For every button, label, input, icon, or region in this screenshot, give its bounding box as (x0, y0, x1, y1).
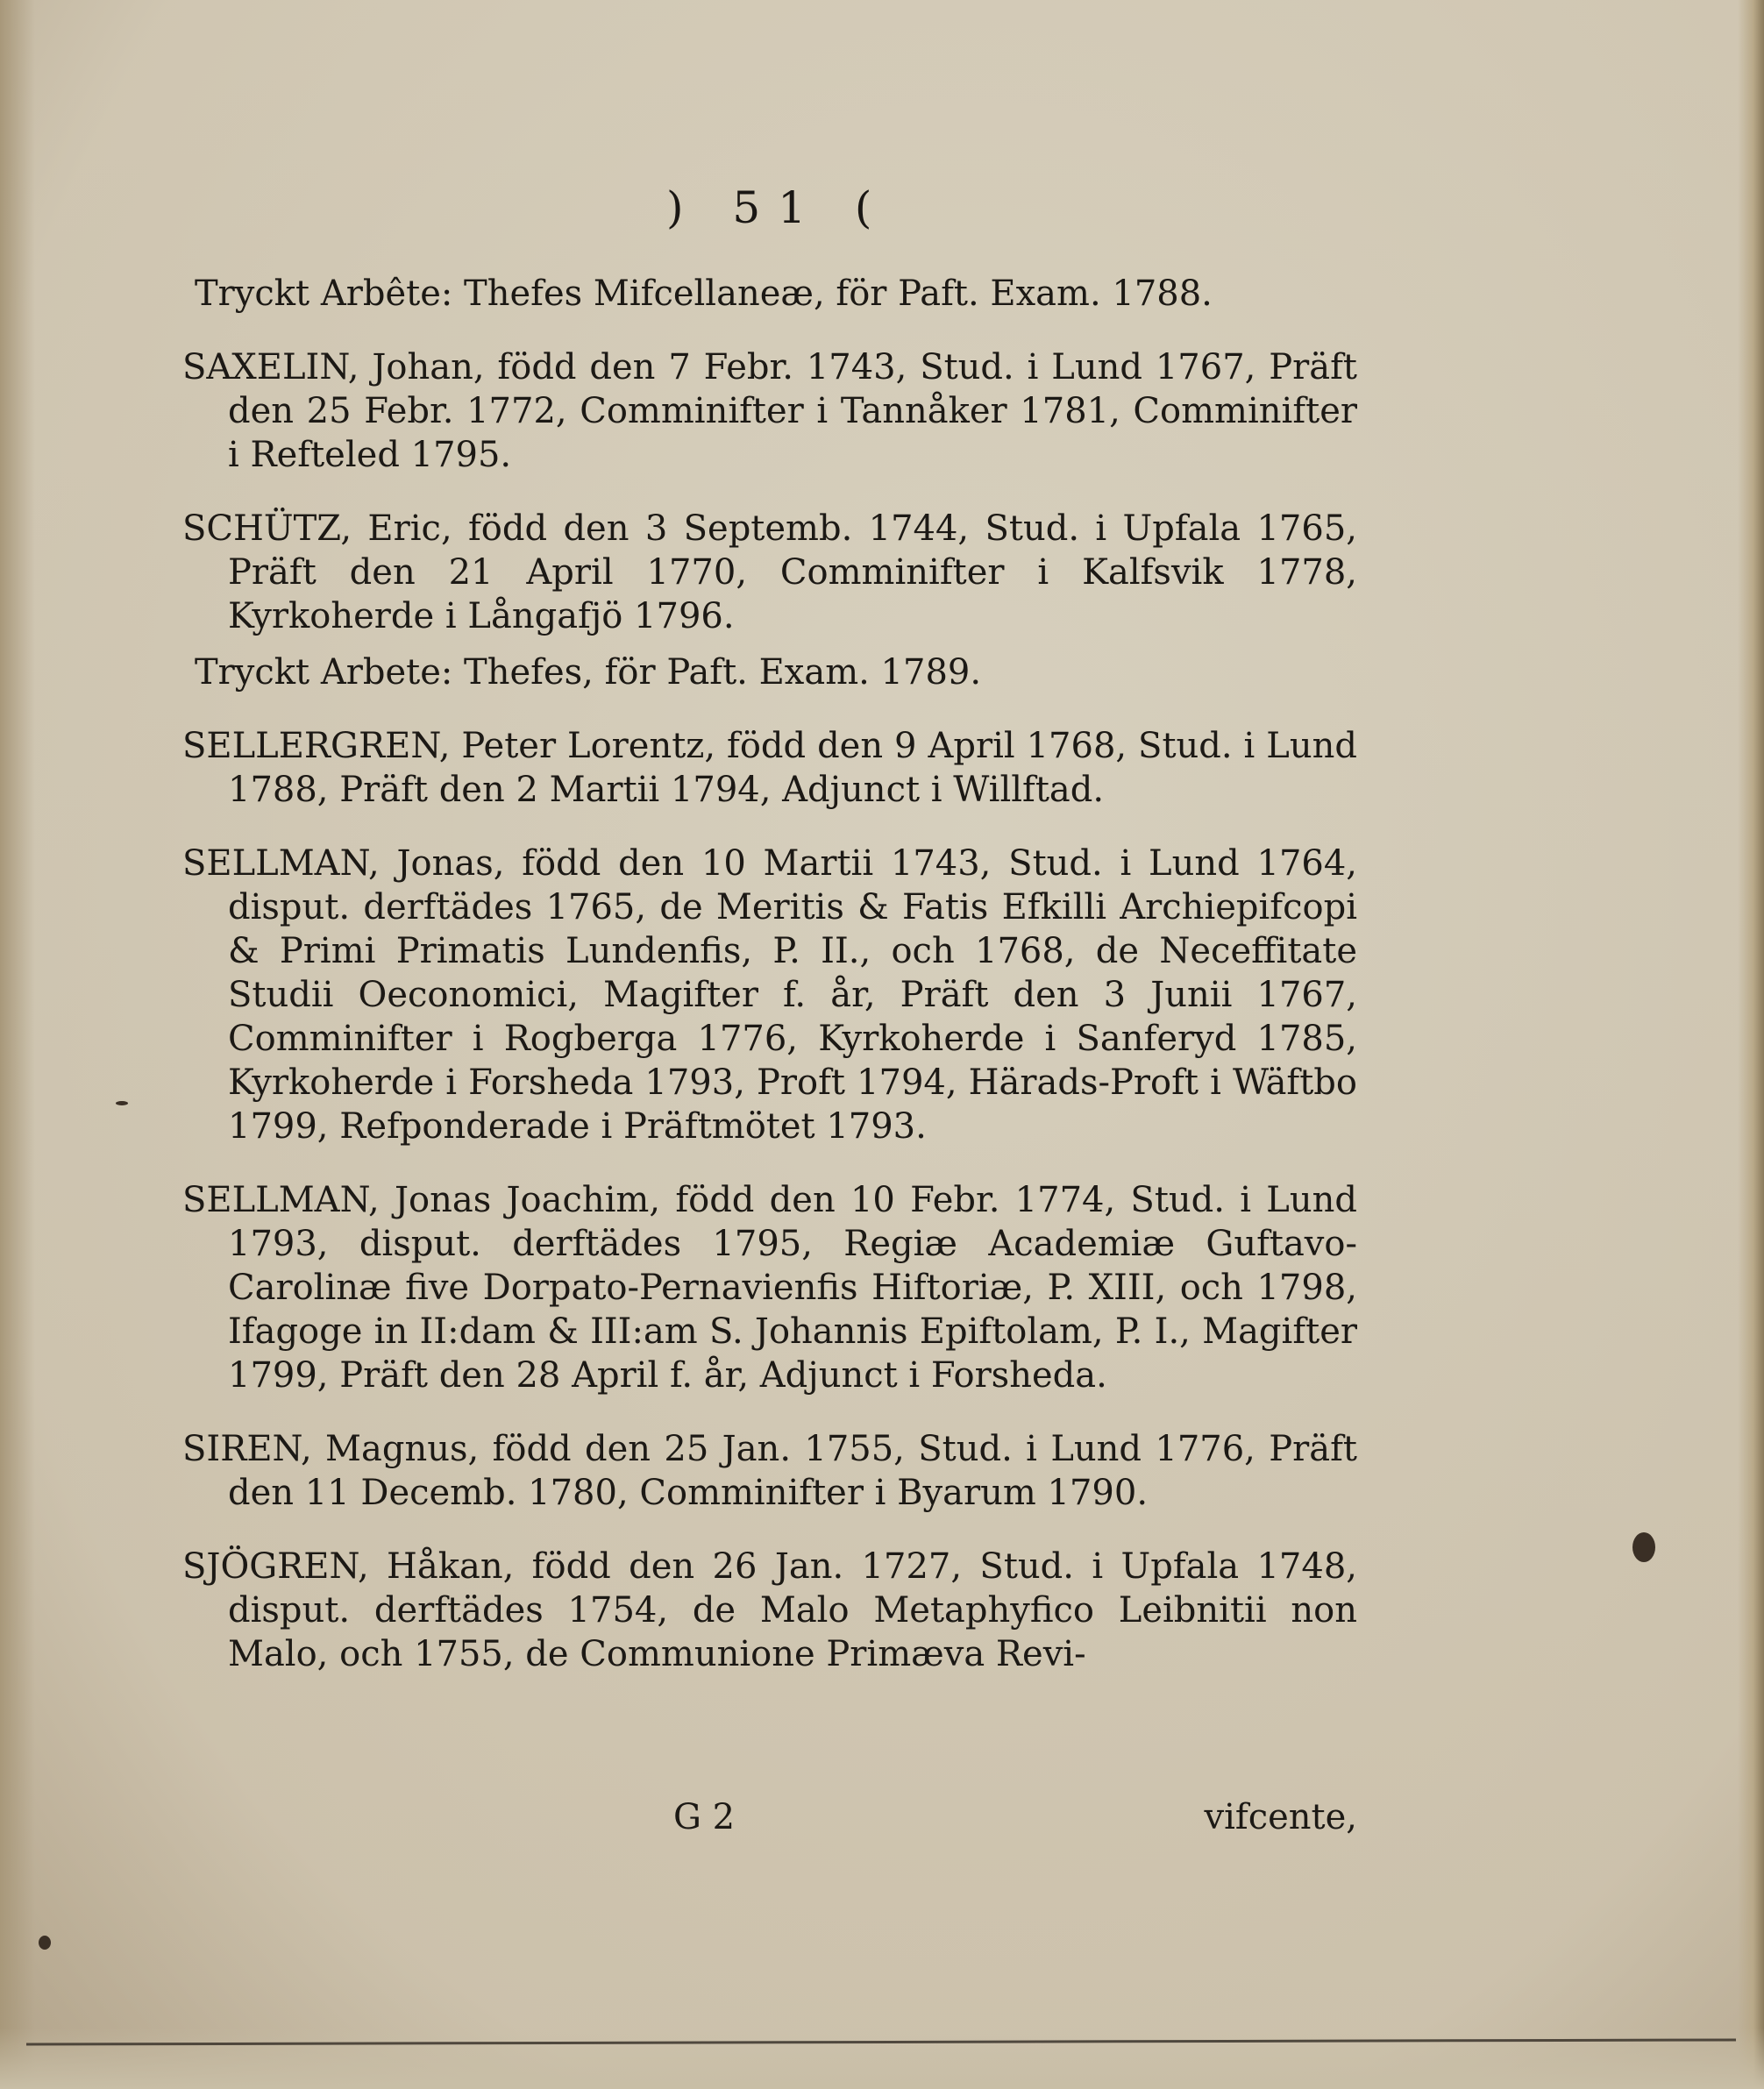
foxing-spot (1632, 1532, 1655, 1562)
entry-text: SELLERGREN, Peter Lorentz, född den 9 April 1768, Stud. i Lund 1788, Präft den 2 Martii 1794, Adjunct i Willftad. (182, 726, 1357, 810)
biography-entry-schutz (182, 507, 1357, 638)
biography-entry-siren (182, 1427, 1357, 1515)
printed-work-entry (182, 272, 1357, 316)
page-body (182, 272, 1357, 1706)
entry-text: SJÖGREN, Håkan, född den 26 Jan. 1727, Stud. i Upfala 1748, disput. derftädes 1754, de Malo Metaphyfico Leibnitii non Malo, och 1755, de Communione Primæva Revi- (182, 1546, 1357, 1674)
entry-text: Tryckt Arbête: Thefes Mifcellaneæ, för Paft. Exam. 1788. (195, 274, 1213, 314)
page-header: ) 51 ( (666, 182, 890, 233)
biography-entry-sellman-jonas-joachim (182, 1178, 1357, 1397)
catchword: vifcente, (1204, 1797, 1357, 1837)
biography-entry-sellergren (182, 724, 1357, 812)
page-edge-shadow-right (1738, 0, 1764, 2089)
signature-mark: G 2 (673, 1797, 736, 1837)
entry-text: SELLMAN, Jonas, född den 10 Martii 1743, Stud. i Lund 1764, disput. derftädes 1765, de Meritis & Fatis Efkilli Archiepifcopi & Primi Primatis Lundenfis, P. II., och 1768, de Neceffitate Studii Oeconomici, Magifter f. år, Präft den 3 Junii 1767, Comminifter i Rogberga 1776, Kyrkoherde i Sanferyd 1785, Kyrkoherde i Forsheda 1793, Proft 1794, Härads-Proft i Wäftbo 1799, Refponderade i Präftmötet 1793. (182, 843, 1357, 1147)
entry-text: SELLMAN, Jonas Joachim, född den 10 Febr. 1774, Stud. i Lund 1793, disput. derftädes 1795, Regiæ Academiæ Guftavo-Carolinæ five Dorpato-Pernavienfis Hiftoriæ, P. XIII, och 1798, Ifagoge in II:dam & III:am S. Johannis Epiftolam, P. I., Magifter 1799, Präft den 28 April f. år, Adjunct i Forsheda. (182, 1180, 1357, 1396)
page-edge-shadow-bottom (0, 2028, 1764, 2089)
biography-entry-sjogren (182, 1545, 1357, 1676)
entry-text: SIREN, Magnus, född den 25 Jan. 1755, Stud. i Lund 1776, Präft den 11 Decemb. 1780, Comminifter i Byarum 1790. (182, 1429, 1357, 1513)
foxing-spot (39, 1936, 51, 1950)
page-footer (182, 1797, 1357, 1843)
foxing-spot (116, 1101, 128, 1105)
printed-work-entry (182, 650, 1357, 694)
biography-entry-saxelin (182, 345, 1357, 477)
entry-text: Tryckt Arbete: Thefes, för Paft. Exam. 1789. (195, 652, 982, 693)
entry-text: SAXELIN, Johan, född den 7 Febr. 1743, Stud. i Lund 1767, Präft den 25 Febr. 1772, Comminifter i Tannåker 1781, Comminifter i Refteled 1795. (182, 347, 1357, 475)
page-edge-shadow-left (0, 0, 35, 2089)
biography-entry-sellman-jonas (182, 842, 1357, 1148)
entry-text: SCHÜTZ, Eric, född den 3 Septemb. 1744, Stud. i Upfala 1765, Präft den 21 April 1770, Comminifter i Kalfsvik 1778, Kyrkoherde i Långafjö 1796. (182, 508, 1357, 636)
